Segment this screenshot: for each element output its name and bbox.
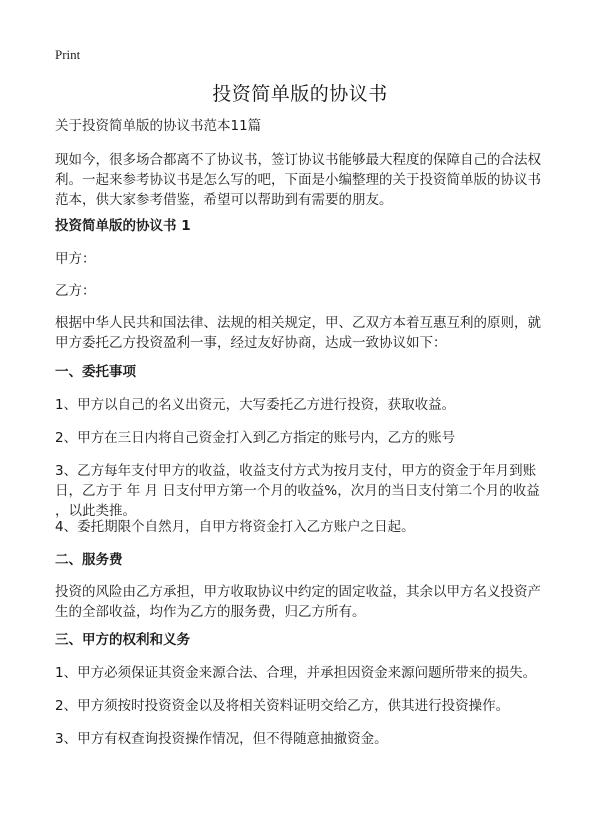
intro-line: 现如今，很多场合都离不了协议书，签订协议书能够最大程度的保障自己的合法权 <box>55 152 541 168</box>
part3-item: 2、甲方须按时投资资金以及将相关资料证明交给乙方，供其进行投资操作。 <box>55 698 510 714</box>
preamble-line: 根据中华人民共和国法律、法规的相关规定，甲、乙双方本着互惠互利的原则，就 <box>55 315 541 331</box>
part2-line: 投资的风险由乙方承担，甲方收取协议中约定的固定收益，其余以甲方名义投资产 <box>55 584 541 600</box>
print-link[interactable]: Print <box>55 47 81 62</box>
part1-heading: 一、委托事项 <box>55 364 136 380</box>
party-a-label: 甲方： <box>55 251 96 267</box>
part1-item-line: 3、乙方每年支付甲方的收益，收益支付方式为按月支付，甲方的资金于年月到账 <box>55 463 537 479</box>
part2-line: 生的全部收益，均作为乙方的服务费，归乙方所有。 <box>55 604 366 620</box>
part1-item: 4、委托期限个自然月，自甲方将资金打入乙方账户之日起。 <box>55 519 415 535</box>
part3-item: 1、甲方必须保证其资金来源合法、合理，并承担因资金来源问题所带来的损失。 <box>55 665 537 681</box>
part3-heading: 三、甲方的权利和义务 <box>55 632 190 648</box>
intro-line: 利。一起来参考协议书是怎么写的吧，下面是小编整理的关于投资简单版的协议书 <box>55 172 541 188</box>
section-title: 投资简单版的协议书 1 <box>55 218 191 234</box>
part1-item-line: 日，乙方于 年 月 日支付甲方第一个月的收益%，次月的当日支付第二个月的收益 <box>55 483 540 499</box>
part1-item-line: ，以此类推。 <box>55 503 136 519</box>
intro-paragraph <box>55 150 555 210</box>
intro-line: 范本，供大家参考借鉴，希望可以帮助到有需要的朋友。 <box>55 192 393 208</box>
part1-item <box>55 461 555 521</box>
part1-item: 2、甲方在三日内将自己资金打入到乙方指定的账号内，乙方的账号 <box>55 430 456 446</box>
preamble-line: 甲方委托乙方投资盈利一事，经过友好协商，达成一致协议如下： <box>55 335 447 351</box>
preamble-paragraph <box>55 313 555 353</box>
part1-item: 1、甲方以自己的名义出资元，大写委托乙方进行投资，获取收益。 <box>55 397 456 413</box>
party-b-label: 乙方： <box>55 283 96 299</box>
part3-item: 3、甲方有权查询投资操作情况，但不得随意抽撤资金。 <box>55 731 388 747</box>
document-subtitle: 关于投资简单版的协议书范本11篇 <box>55 118 262 134</box>
part2-paragraph <box>55 582 555 622</box>
document-title: 投资简单版的协议书 <box>212 83 388 105</box>
part2-heading: 二、服务费 <box>55 552 123 568</box>
